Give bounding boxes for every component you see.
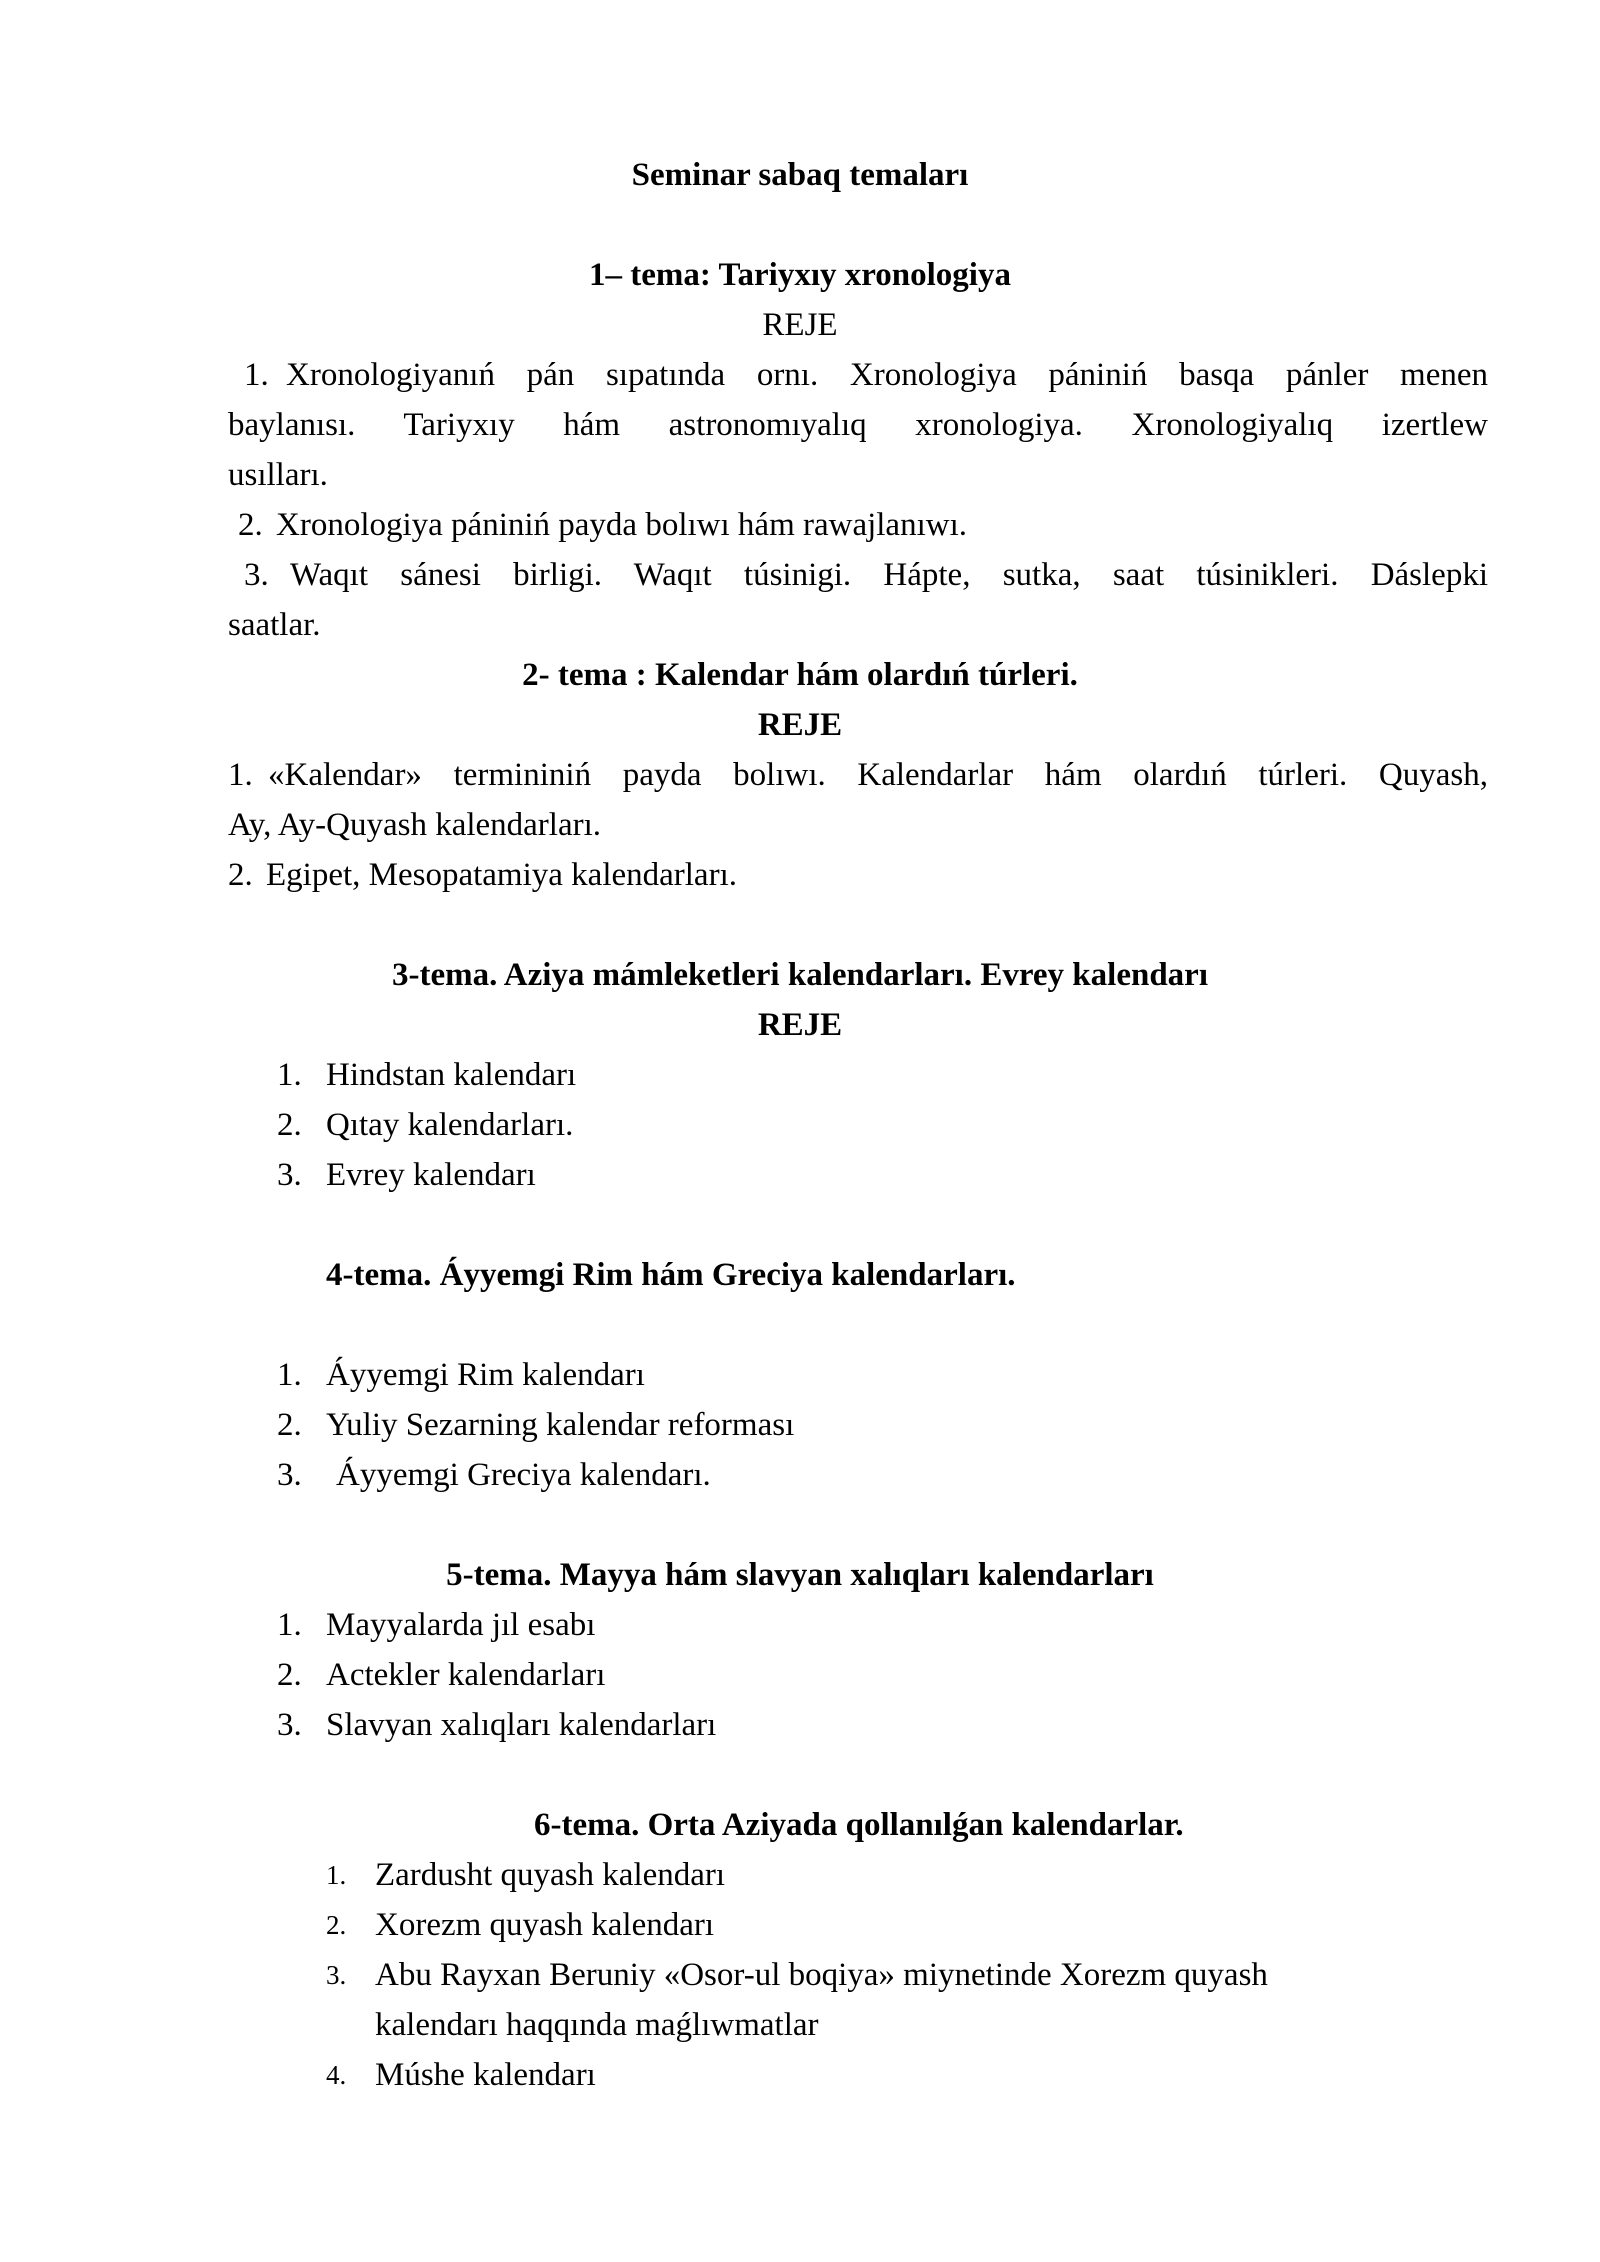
topic-1-item-1-line-2: baylanısı. Tariyxıy hám astronomıyalıq xronologiya. Xronologiyalıq izertlew: [228, 407, 1488, 443]
topic-4-item-2-number: 2.: [277, 1407, 302, 1443]
topic-4-item-1-text: Áyyemgi Rim kalendarı: [326, 1357, 645, 1393]
topic-3-plan-label: REJE: [757, 1007, 843, 1043]
topic-5-item-1-text: Mayyalarda jıl esabı: [326, 1607, 596, 1643]
topic-1-item-1-line-1: Xronologiyanıń pán sıpatında ornı. Xronologiya pániniń basqa pánler menen: [286, 357, 1488, 393]
topic-6-item-3-line-2: kalendarı haqqında maǵlıwmatlar: [375, 2007, 819, 2043]
topic-6-item-1-number: 1.: [326, 1860, 347, 1890]
topic-2-item-2-number: 2.: [228, 857, 253, 893]
topic-5-item-2-number: 2.: [277, 1657, 302, 1693]
topic-6-item-1-text: Zardusht quyash kalendarı: [375, 1857, 726, 1893]
topic-5-item-1-number: 1.: [277, 1607, 302, 1643]
topic-3-item-3-number: 3.: [277, 1157, 302, 1193]
topic-1-item-1-line-3: usılları.: [228, 457, 328, 493]
topic-6-item-4-number: 4.: [326, 2060, 347, 2090]
topic-3-item-2-number: 2.: [277, 1107, 302, 1143]
topic-5-item-2-text: Actekler kalendarları: [326, 1657, 606, 1693]
topic-1-item-3-line-2: saatlar.: [228, 607, 321, 643]
topic-2-heading: 2- tema : Kalendar hám olardıń túrleri.: [522, 657, 1078, 693]
topic-1-plan-label: REJE: [762, 307, 838, 343]
topic-2-plan-label: REJE: [757, 707, 843, 743]
topic-5-item-3-number: 3.: [277, 1707, 302, 1743]
topic-6-item-3-line-1: Abu Rayxan Beruniy «Osor-ul boqiya» miynetinde Xorezm quyash: [375, 1957, 1268, 1993]
topic-1-item-3-line-1: Waqıt sánesi birligi. Waqıt túsinigi. Hápte, sutka, saat túsinikleri. Dáslepki: [290, 557, 1488, 593]
topic-4-item-3-number: 3.: [277, 1457, 302, 1493]
topic-3-heading: 3-tema. Aziya mámleketleri kalendarları. Evrey kalendarı: [391, 957, 1208, 993]
topic-3-item-3-text: Evrey kalendarı: [326, 1157, 536, 1193]
topic-6-item-3-number: 3.: [326, 1960, 347, 1990]
topic-5-heading: 5-tema. Mayya hám slavyan xalıqları kalendarları: [446, 1557, 1154, 1593]
topic-2-item-2-text: Egipet, Mesopatamiya kalendarları.: [266, 857, 737, 893]
topic-4-item-2-text: Yuliy Sezarning kalendar reforması: [326, 1407, 795, 1443]
topic-1-item-2-text: Xronologiya pániniń payda bolıwı hám rawajlanıwı.: [276, 507, 968, 543]
topic-3-item-1-text: Hindstan kalendarı: [326, 1057, 577, 1093]
topic-4-item-1-number: 1.: [277, 1357, 302, 1393]
topic-1-heading: 1– tema: Tariyxıy xronologiya: [589, 257, 1011, 293]
topic-3-item-1-number: 1.: [277, 1057, 302, 1093]
topic-6-item-2-text: Xorezm quyash kalendarı: [375, 1907, 715, 1943]
topic-5-item-3-text: Slavyan xalıqları kalendarları: [326, 1707, 717, 1743]
document-title: Seminar sabaq temaları: [631, 157, 969, 193]
topic-2-item-1-number: 1.: [228, 757, 253, 793]
topic-2-item-1-line-1: «Kalendar» termininiń payda bolıwı. Kalendarlar hám olardıń túrleri. Quyash,: [268, 757, 1488, 793]
topic-6-item-4-text: Múshe kalendarı: [375, 2057, 596, 2093]
topic-3-item-2-text: Qıtay kalendarları.: [326, 1107, 574, 1143]
topic-6-item-2-number: 2.: [326, 1910, 347, 1940]
topic-6-heading: 6-tema. Orta Aziyada qollanılǵan kalendarlar.: [534, 1807, 1184, 1843]
topic-2-item-1-line-2: Ay, Ay-Quyash kalendarları.: [228, 807, 602, 843]
topic-1-item-1-number: 1.: [244, 357, 269, 393]
topic-4-item-3-text: Áyyemgi Greciya kalendarı.: [336, 1457, 711, 1493]
topic-4-heading: 4-tema. Áyyemgi Rim hám Greciya kalendarları.: [326, 1257, 1016, 1293]
topic-1-item-3-number: 3.: [244, 557, 269, 593]
topic-1-item-2-number: 2.: [238, 507, 263, 543]
